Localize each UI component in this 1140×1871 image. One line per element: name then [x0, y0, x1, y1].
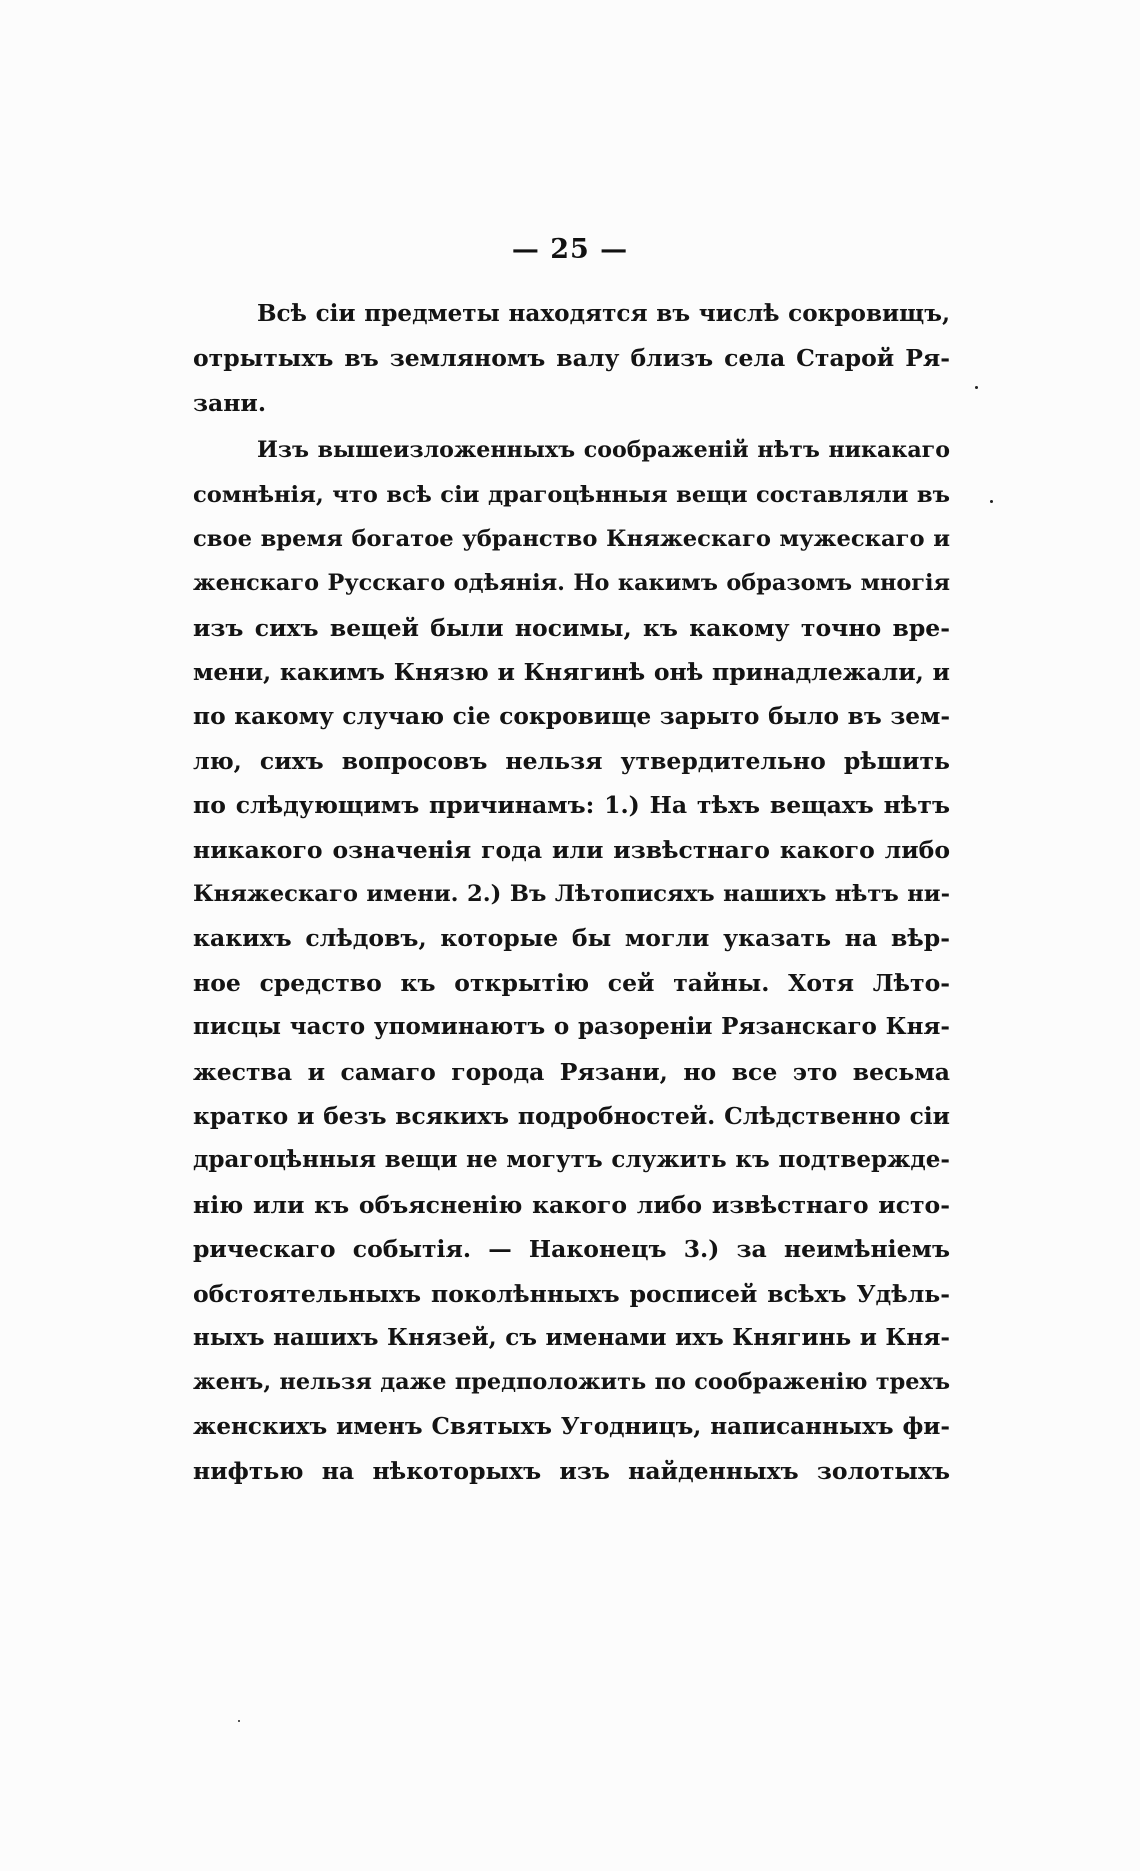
text-line: драгоцѣнныя вещи не могутъ служить къ подтвержде- [193, 1146, 950, 1174]
text-line: зани. [193, 388, 267, 417]
text-line: никакого означенія года или извѣстнаго какого либо [193, 835, 950, 864]
print-speck [238, 1720, 240, 1722]
text-line: нію или къ объясненію какого либо извѣстнаго исто- [193, 1190, 950, 1219]
text-line: Изъ вышеизложенныхъ соображеній нѣтъ никакаго [257, 437, 950, 464]
text-line: мени, какимъ Князю и Княгинѣ онѣ принадлежали, и [193, 658, 950, 687]
text-line: нифтью на нѣкоторыхъ изъ найденныхъ золотыхъ [193, 1457, 950, 1486]
text-line: по слѣдующимъ причинамъ: 1.) На тѣхъ вещахъ нѣтъ [193, 791, 950, 820]
body-text [193, 292, 950, 1494]
text-line: по какому случаю сіе сокровище зарыто было въ зем- [193, 702, 950, 730]
text-line: ное средство къ открытію сей тайны. Хотя Лѣто- [193, 968, 950, 997]
text-line: женскаго Русскаго одѣянія. Но какимъ образомъ многія [193, 570, 950, 597]
text-line: отрытыхъ въ земляномъ валу близъ села Старой Ря- [193, 344, 950, 373]
text-line: свое время богатое убранство Княжескаго мужескаго и [193, 525, 950, 552]
text-line: Княжескаго имени. 2.) Въ Лѣтописяхъ нашихъ нѣтъ ни- [193, 881, 950, 908]
text-line: изъ сихъ вещей были носимы, къ какому точно вре- [193, 613, 950, 642]
text-line: жества и самаго города Рязани, но все это весьма [193, 1057, 950, 1086]
text-line: рическаго событія. — Наконецъ 3.) за неимѣніемъ [193, 1235, 950, 1264]
paragraph [193, 428, 950, 1493]
page-number: — 25 — [511, 234, 629, 265]
text-line: обстоятельныхъ поколѣнныхъ росписей всѣхъ Удѣль- [193, 1279, 950, 1308]
print-speck [975, 386, 978, 389]
text-line: лю, сихъ вопросовъ нельзя утвердительно рѣшить [193, 746, 950, 775]
text-line: женъ, нельзя даже предположить по соображенію трехъ [193, 1369, 950, 1396]
text-line: писцы часто упоминаютъ о разореніи Рязанскаго Кня- [193, 1013, 950, 1041]
text-line: Всѣ сіи предметы находятся въ числѣ сокровищъ, [257, 300, 950, 327]
print-speck [990, 500, 993, 503]
text-line: какихъ слѣдовъ, которые бы могли указать на вѣр- [193, 924, 950, 953]
text-line: ныхъ нашихъ Князей, съ именами ихъ Княгинь и Кня- [193, 1323, 950, 1351]
text-line: кратко и безъ всякихъ подробностей. Слѣдственно сіи [193, 1102, 950, 1131]
text-line: женскихъ именъ Святыхъ Угодницъ, написанныхъ фи- [193, 1412, 950, 1440]
paragraph [193, 292, 950, 425]
text-line: сомнѣнія, что всѣ сіи драгоцѣнныя вещи составляли въ [193, 481, 950, 508]
